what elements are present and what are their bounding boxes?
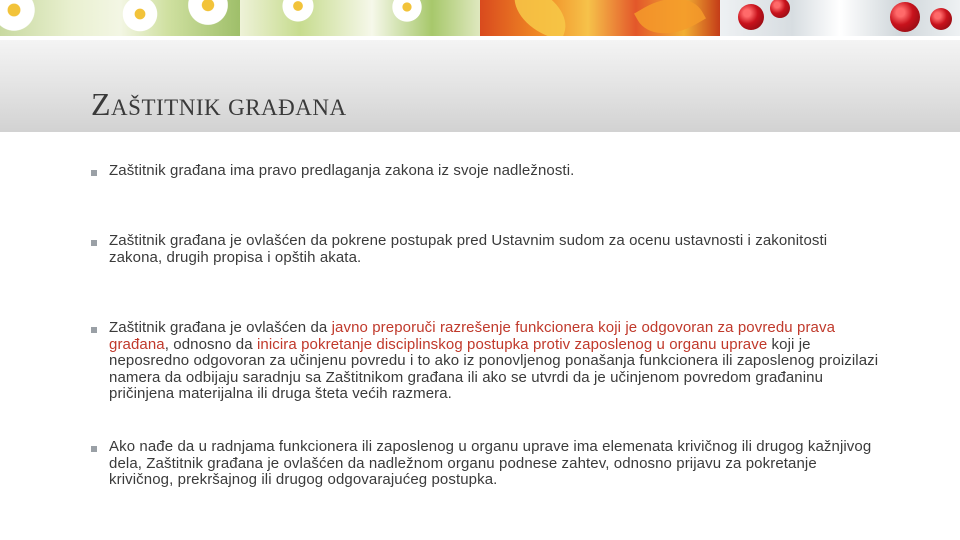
banner-greenery-image xyxy=(240,0,480,36)
bullet-marker xyxy=(91,170,97,176)
bullet-text: Zaštitnik građana ima pravo predlaganja zakona iz svoje nadležnosti. xyxy=(109,162,575,179)
slide-title xyxy=(91,88,347,120)
title-word-2: GRAĐANA xyxy=(228,95,347,120)
banner-daisies-image xyxy=(0,0,240,36)
title-initial: Z xyxy=(91,86,112,122)
bullet-text-part: Zaštitnik građana je ovlašćen da xyxy=(109,319,332,336)
bullet-item xyxy=(91,320,881,403)
bullet-text xyxy=(109,320,881,403)
bullet-marker xyxy=(91,446,97,452)
highlighted-text: javno preporuči razrešenje funkcionera koji je odgovoran za povredu prava građana xyxy=(109,319,836,353)
bullet-text: Ako nađe da u radnjama funkcionera ili zaposlenog u organu uprave ima elemenata krivičnog ili drugog kažnjivog dela, Zaštitnik građana je ovlašćen da nadležnom organu podnese zahtev, odnosno prijavu za pokretanje krivičnog, prekršajnog ili drugog odgovarajućeg postupka. xyxy=(109,438,872,488)
bullet-item xyxy=(91,163,881,180)
title-word-1: AŠTITNIK xyxy=(111,95,222,120)
bullet-item xyxy=(91,233,881,266)
decorative-banner xyxy=(0,0,960,36)
bullet-marker xyxy=(91,327,97,333)
banner-autumn-leaves-image xyxy=(480,0,720,36)
bullet-text: Zaštitnik građana je ovlašćen da pokrene postupak pred Ustavnim sudom za ocenu ustavnosti i zakonitosti zakona, drugih propisa i opštih akata. xyxy=(109,232,828,266)
highlighted-text: inicira pokretanje disciplinskog postupka protiv zaposlenog u organu uprave xyxy=(256,335,768,353)
banner-winter-berries-image xyxy=(720,0,960,36)
bullet-text-part: koji je neposredno odgovoran za učinjenu povredu i to ako iz ponovljenog ponašanja funkcionera ili zaposlenog proizilazi namera da odbijaju saradnju sa Zaštitnikom građana ili ako se utvrdi da je učinjenom povredom građaninu pričinjena materijalna ili druga šteta većih razmera. xyxy=(109,335,879,402)
bullet-text-part: , odnosno da xyxy=(164,335,257,353)
bullet-marker xyxy=(91,240,97,246)
bullet-item xyxy=(91,439,881,489)
